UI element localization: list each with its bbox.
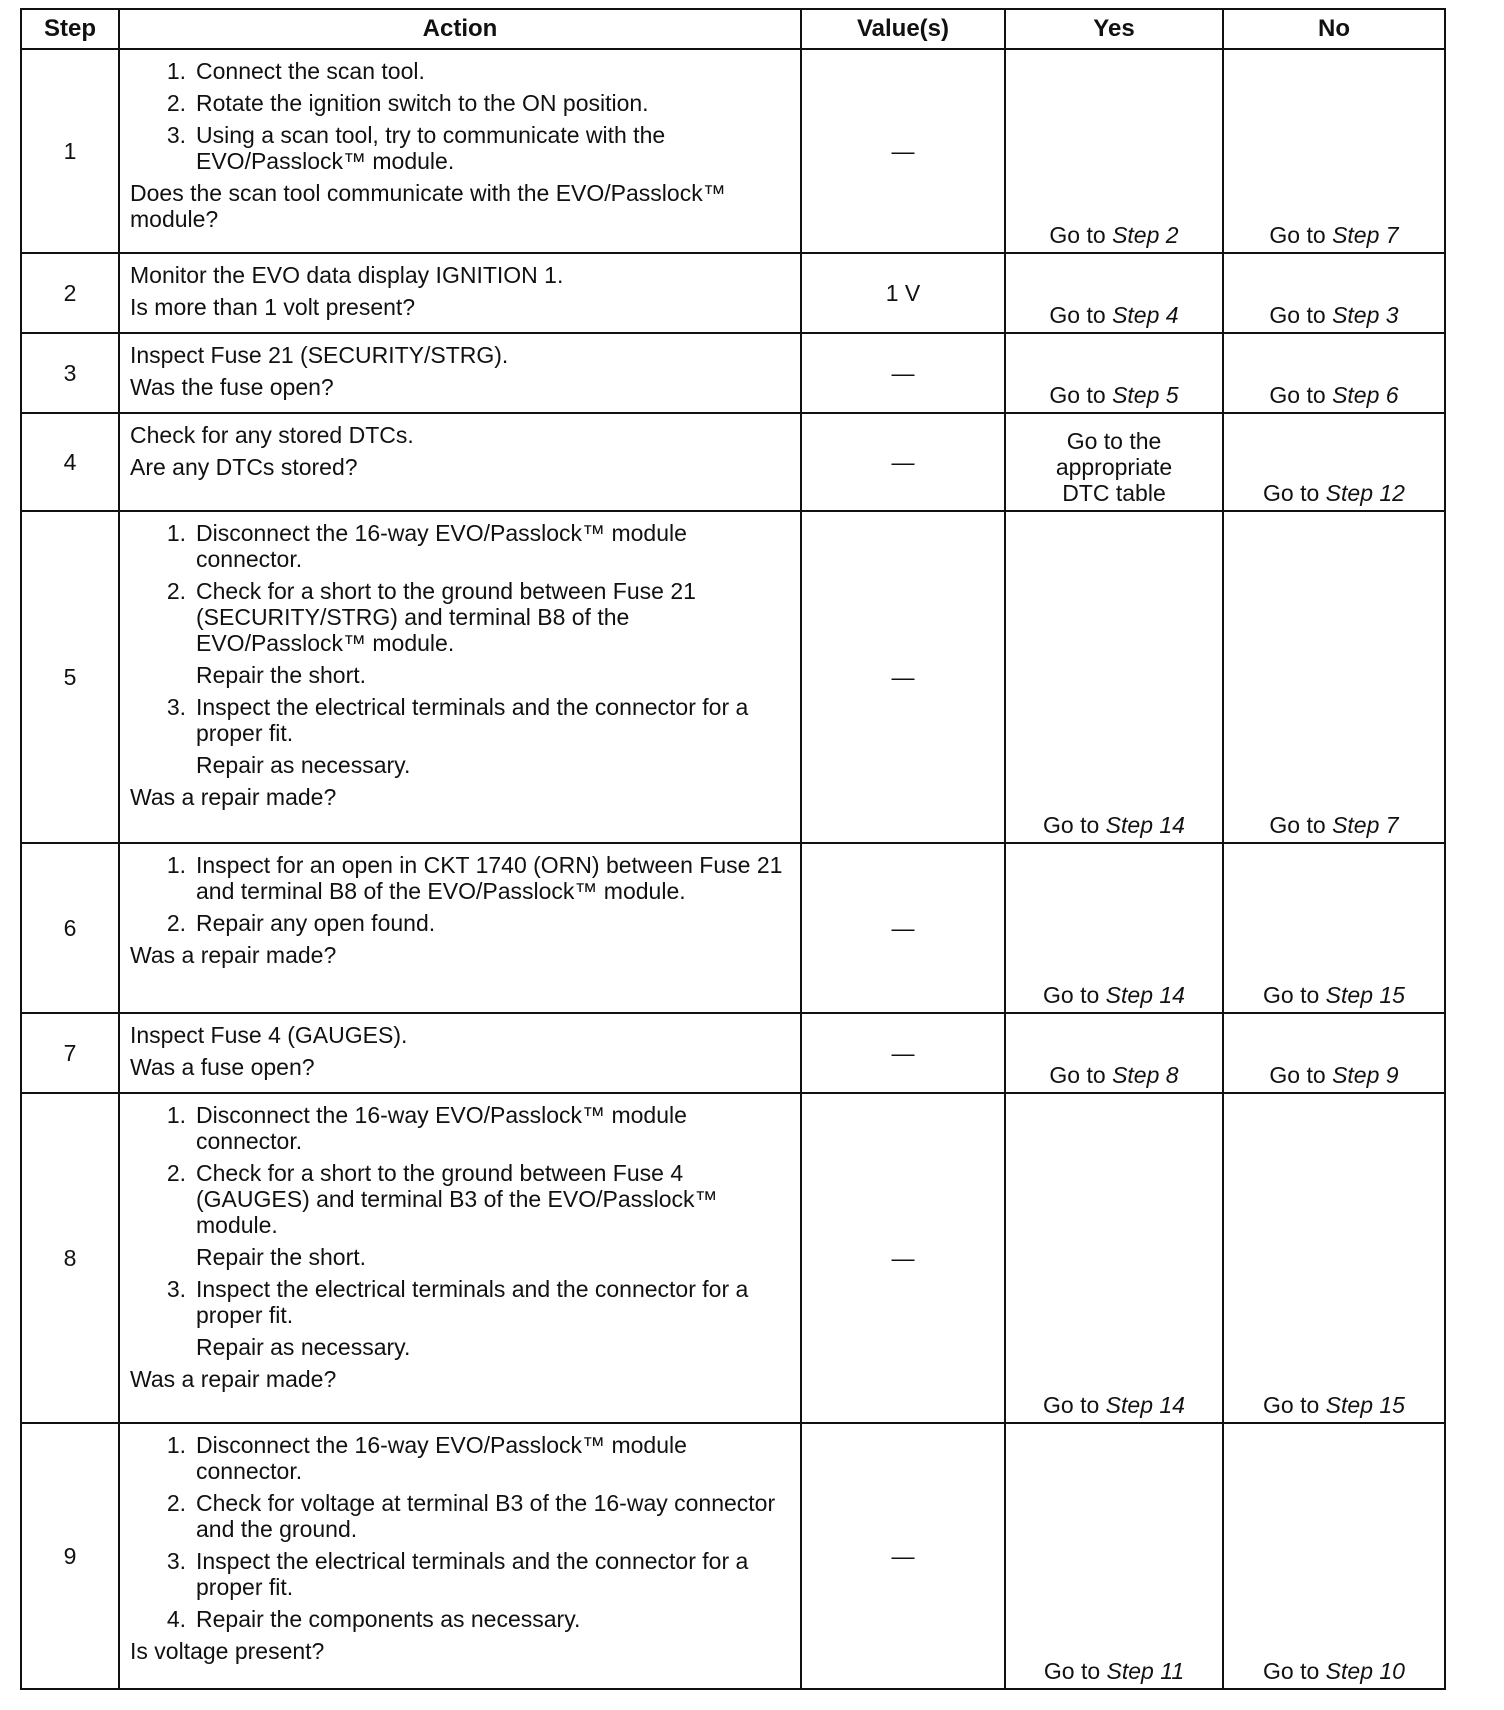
step-number: 7 xyxy=(21,1013,119,1093)
no-cell xyxy=(1223,333,1445,413)
action-question: Does the scan tool communicate with the EVO/Passlock™ module? xyxy=(130,180,726,232)
item-number: 1. xyxy=(166,1432,186,1458)
item-text: Disconnect the 16-way EVO/Passlock™ module connector. xyxy=(196,520,687,572)
action-cell xyxy=(119,413,801,511)
yes-cell xyxy=(1005,333,1223,413)
action-cell xyxy=(119,1423,801,1689)
item-substep: Repair as necessary. xyxy=(196,752,411,778)
item-number: 3. xyxy=(166,1548,186,1574)
yes-cell xyxy=(1005,253,1223,333)
action-text: Check for any stored DTCs. xyxy=(130,422,414,448)
item-number: 1. xyxy=(166,58,186,84)
table-row xyxy=(21,253,1445,333)
item-text: Inspect the electrical terminals and the connector for a proper fit. xyxy=(196,1548,749,1600)
action-list xyxy=(130,1102,792,1360)
no-cell xyxy=(1223,1093,1445,1423)
action-question: Was a repair made? xyxy=(130,942,337,968)
item-text: Check for voltage at terminal B3 of the 16-way connector and the ground. xyxy=(196,1490,776,1542)
action-cell xyxy=(119,511,801,843)
item-text: Rotate the ignition switch to the ON position. xyxy=(196,90,649,116)
yes-lead: Go to xyxy=(1043,1392,1100,1418)
item-number: 1. xyxy=(166,520,186,546)
action-cell xyxy=(119,333,801,413)
yes-lead: Go to xyxy=(1049,382,1106,408)
action-list-item xyxy=(130,1490,792,1542)
yes-step-link: Step 14 xyxy=(1105,982,1185,1008)
no-lead: Go to xyxy=(1269,382,1326,408)
action-list-item xyxy=(130,852,792,904)
action-text: Inspect Fuse 4 (GAUGES). xyxy=(130,1022,408,1048)
item-number: 1. xyxy=(166,1102,186,1128)
header-step: Step xyxy=(21,9,119,49)
item-substep: Repair as necessary. xyxy=(196,1334,411,1360)
step-number: 2 xyxy=(21,253,119,333)
no-cell xyxy=(1223,253,1445,333)
action-list-item xyxy=(130,578,792,656)
yes-lead: Go to xyxy=(1043,982,1100,1008)
action-text: Inspect Fuse 21 (SECURITY/STRG). xyxy=(130,342,509,368)
yes-lead: Go to xyxy=(1049,1062,1106,1088)
table-row xyxy=(21,413,1445,511)
header-row xyxy=(21,9,1445,49)
table-row xyxy=(21,1423,1445,1689)
step-number: 3 xyxy=(21,333,119,413)
item-number: 1. xyxy=(166,852,186,878)
item-number: 2. xyxy=(166,90,186,116)
item-number: 3. xyxy=(166,694,186,720)
action-cell xyxy=(119,1013,801,1093)
action-question: Is voltage present? xyxy=(130,1638,325,1664)
table-row xyxy=(21,1013,1445,1093)
step-number: 6 xyxy=(21,843,119,1013)
no-step-link: Step 7 xyxy=(1332,222,1399,248)
yes-cell xyxy=(1005,49,1223,253)
action-list-item xyxy=(130,122,792,174)
item-number: 2. xyxy=(166,1490,186,1516)
yes-lead: Go to xyxy=(1049,222,1106,248)
item-text: Inspect the electrical terminals and the connector for a proper fit. xyxy=(196,1276,749,1328)
action-cell xyxy=(119,843,801,1013)
item-number: 2. xyxy=(166,578,186,604)
yes-cell xyxy=(1005,1423,1223,1689)
action-list-item xyxy=(130,910,792,936)
yes-step-link: Step 14 xyxy=(1105,1392,1185,1418)
item-number: 3. xyxy=(166,1276,186,1302)
value-cell: — xyxy=(801,1423,1005,1689)
action-list xyxy=(130,58,792,174)
action-list-item xyxy=(130,1102,792,1154)
value-cell: — xyxy=(801,1093,1005,1423)
action-list-item xyxy=(130,58,792,84)
action-question: Was a fuse open? xyxy=(130,1054,315,1080)
item-number: 3. xyxy=(166,122,186,148)
action-list-item xyxy=(130,1606,792,1632)
yes-step-link: Step 4 xyxy=(1112,302,1179,328)
step-number: 1 xyxy=(21,49,119,253)
action-question: Is more than 1 volt present? xyxy=(130,294,416,320)
no-step-link: Step 10 xyxy=(1325,1658,1405,1684)
action-list-item xyxy=(130,694,792,746)
action-list xyxy=(130,852,792,936)
yes-cell xyxy=(1005,1013,1223,1093)
yes-step-link: Step 11 xyxy=(1106,1658,1185,1684)
no-cell xyxy=(1223,511,1445,843)
action-question: Was a repair made? xyxy=(130,1366,337,1392)
no-lead: Go to xyxy=(1269,812,1326,838)
value-cell: — xyxy=(801,1013,1005,1093)
no-cell xyxy=(1223,1013,1445,1093)
yes-step-link: Step 14 xyxy=(1105,812,1185,838)
no-step-link: Step 6 xyxy=(1332,382,1399,408)
yes-lead: Go to xyxy=(1043,1658,1101,1684)
action-question: Was a repair made? xyxy=(130,784,337,810)
action-list-item xyxy=(130,520,792,572)
value-cell: 1 V xyxy=(801,253,1005,333)
yes-text: Go to the appropriate DTC table xyxy=(1055,428,1173,506)
no-cell xyxy=(1223,413,1445,511)
yes-lead: Go to xyxy=(1043,812,1100,838)
no-step-link: Step 7 xyxy=(1332,812,1399,838)
no-step-link: Step 3 xyxy=(1332,302,1399,328)
step-number: 4 xyxy=(21,413,119,511)
header-no: No xyxy=(1223,9,1445,49)
action-list-item xyxy=(130,1160,792,1238)
yes-step-link: Step 8 xyxy=(1112,1062,1179,1088)
action-list-item xyxy=(130,90,792,116)
table-row xyxy=(21,333,1445,413)
item-text: Using a scan tool, try to communicate with the EVO/Passlock™ module. xyxy=(196,122,666,174)
yes-cell xyxy=(1005,843,1223,1013)
item-text: Connect the scan tool. xyxy=(196,58,425,84)
action-list xyxy=(130,520,792,778)
step-number: 5 xyxy=(21,511,119,843)
item-substep: Repair the short. xyxy=(196,1244,367,1270)
action-question: Are any DTCs stored? xyxy=(130,454,358,480)
no-lead: Go to xyxy=(1263,480,1320,506)
no-step-link: Step 9 xyxy=(1332,1062,1399,1088)
no-step-link: Step 15 xyxy=(1325,982,1405,1008)
value-cell: — xyxy=(801,49,1005,253)
header-action: Action xyxy=(119,9,801,49)
table-row xyxy=(21,1093,1445,1423)
item-text: Repair the components as necessary. xyxy=(196,1606,581,1632)
value-cell: — xyxy=(801,333,1005,413)
no-cell xyxy=(1223,49,1445,253)
item-number: 4. xyxy=(166,1606,186,1632)
action-cell xyxy=(119,253,801,333)
step-number: 9 xyxy=(21,1423,119,1689)
item-number: 2. xyxy=(166,910,186,936)
item-text: Inspect for an open in CKT 1740 (ORN) between Fuse 21 and terminal B8 of the EVO/Passlock™ module. xyxy=(196,852,783,904)
yes-cell xyxy=(1005,413,1223,511)
table-row xyxy=(21,843,1445,1013)
diagnostic-table xyxy=(20,8,1446,1690)
yes-cell xyxy=(1005,1093,1223,1423)
item-substep: Repair the short. xyxy=(196,662,367,688)
no-step-link: Step 15 xyxy=(1325,1392,1405,1418)
table-row xyxy=(21,49,1445,253)
no-cell xyxy=(1223,843,1445,1013)
item-text: Repair any open found. xyxy=(196,910,436,936)
item-text: Check for a short to the ground between Fuse 4 (GAUGES) and terminal B3 of the EVO/Passlock™ module. xyxy=(196,1160,718,1238)
table-row xyxy=(21,511,1445,843)
item-text: Inspect the electrical terminals and the connector for a proper fit. xyxy=(196,694,749,746)
action-list-item xyxy=(130,1276,792,1328)
item-text: Disconnect the 16-way EVO/Passlock™ module connector. xyxy=(196,1432,687,1484)
action-list xyxy=(130,1432,792,1632)
yes-step-link: Step 2 xyxy=(1112,222,1179,248)
header-yes: Yes xyxy=(1005,9,1223,49)
action-cell xyxy=(119,1093,801,1423)
no-lead: Go to xyxy=(1269,222,1326,248)
yes-lead: Go to xyxy=(1049,302,1106,328)
no-lead: Go to xyxy=(1269,302,1326,328)
header-values: Value(s) xyxy=(801,9,1005,49)
step-number: 8 xyxy=(21,1093,119,1423)
no-cell xyxy=(1223,1423,1445,1689)
action-list-item xyxy=(130,1548,792,1600)
action-text: Monitor the EVO data display IGNITION 1. xyxy=(130,262,564,288)
no-lead: Go to xyxy=(1263,982,1320,1008)
action-list-item xyxy=(130,1432,792,1484)
no-lead: Go to xyxy=(1263,1392,1320,1418)
action-cell xyxy=(119,49,801,253)
item-text: Check for a short to the ground between Fuse 21 (SECURITY/STRG) and terminal B8 of the EVO/Passlock™ module. xyxy=(196,578,696,656)
action-question: Was the fuse open? xyxy=(130,374,334,400)
no-lead: Go to xyxy=(1269,1062,1326,1088)
yes-step-link: Step 5 xyxy=(1112,382,1179,408)
yes-cell xyxy=(1005,511,1223,843)
value-cell: — xyxy=(801,413,1005,511)
no-step-link: Step 12 xyxy=(1325,480,1405,506)
value-cell: — xyxy=(801,511,1005,843)
no-lead: Go to xyxy=(1263,1658,1320,1684)
value-cell: — xyxy=(801,843,1005,1013)
item-text: Disconnect the 16-way EVO/Passlock™ module connector. xyxy=(196,1102,687,1154)
item-number: 2. xyxy=(166,1160,186,1186)
